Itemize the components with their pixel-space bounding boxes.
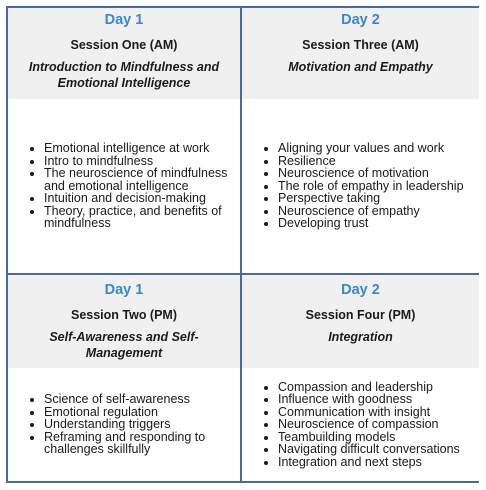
list-item: • Perspective taking — [278, 192, 468, 205]
session-header — [242, 275, 479, 368]
list-item: • Resilience — [278, 155, 468, 168]
list-item: • Neuroscience of empathy — [278, 205, 468, 218]
session-title: Session Three (AM) — [302, 38, 419, 52]
topic-line: Introduction to Mindfulness and — [28, 60, 220, 74]
list-item: • Teambuilding models — [278, 431, 473, 444]
list-item: • The neuroscience of mindfulness and emotional intelligence — [44, 167, 234, 192]
topic-list — [242, 381, 479, 469]
session-header — [8, 8, 240, 99]
topic-line: Self-Awareness and Self- — [49, 330, 199, 344]
session-title: Session Four (PM) — [305, 308, 416, 322]
list-item: • Emotional regulation — [44, 406, 234, 419]
session-title: Session Two (PM) — [70, 308, 178, 322]
list-item: • Intro to mindfulness — [44, 155, 234, 168]
list-item: • Neuroscience of motivation — [278, 167, 468, 180]
day-heading: Day 1 — [104, 12, 144, 28]
session-three-cell — [242, 8, 479, 275]
list-item: • The role of empathy in leadership — [278, 180, 468, 193]
list-item: • Influence with goodness — [278, 393, 473, 406]
topic-list — [8, 142, 240, 230]
session-title: Session One (AM) — [70, 38, 178, 52]
session-topic — [8, 329, 240, 361]
list-item: • Emotional intelligence at work — [44, 142, 234, 155]
session-topic — [242, 329, 479, 345]
topic-line: Emotional Intelligence — [57, 76, 191, 90]
day-heading: Day 1 — [104, 282, 144, 298]
session-four-cell — [242, 275, 479, 481]
list-item: • Integration and next steps — [278, 456, 473, 469]
topic-line: Motivation and Empathy — [288, 60, 433, 74]
list-item: • Intuition and decision-making — [44, 192, 234, 205]
list-item: • Theory, practice, and benefits of mindfulness — [44, 205, 234, 230]
session-two-cell — [8, 275, 242, 481]
topic-list — [242, 142, 474, 230]
list-item: • Developing trust — [278, 217, 468, 230]
topic-line: Management — [85, 346, 163, 360]
session-topic — [8, 59, 240, 91]
list-item: • Aligning your values and work — [278, 142, 468, 155]
list-item: • Science of self-awareness — [44, 393, 234, 406]
list-item: • Reframing and responding to challenges skillfully — [44, 431, 234, 456]
list-item: • Communication with insight — [278, 406, 473, 419]
list-item: • Compassion and leadership — [278, 381, 473, 394]
topic-line: Integration — [328, 330, 393, 344]
topic-list — [8, 393, 240, 456]
session-header — [8, 275, 240, 368]
list-item: • Navigating difficult conversations — [278, 443, 473, 456]
session-body — [242, 99, 479, 273]
day-heading: Day 2 — [341, 282, 380, 298]
session-topic — [242, 59, 479, 75]
list-item: • Understanding triggers — [44, 418, 234, 431]
day-heading: Day 2 — [341, 12, 380, 28]
session-header — [242, 8, 479, 99]
session-body — [8, 368, 240, 481]
session-body — [242, 368, 479, 481]
session-one-cell — [8, 8, 242, 275]
schedule-grid — [6, 6, 479, 483]
session-body — [8, 99, 240, 273]
list-item: • Neuroscience of compassion — [278, 418, 473, 431]
